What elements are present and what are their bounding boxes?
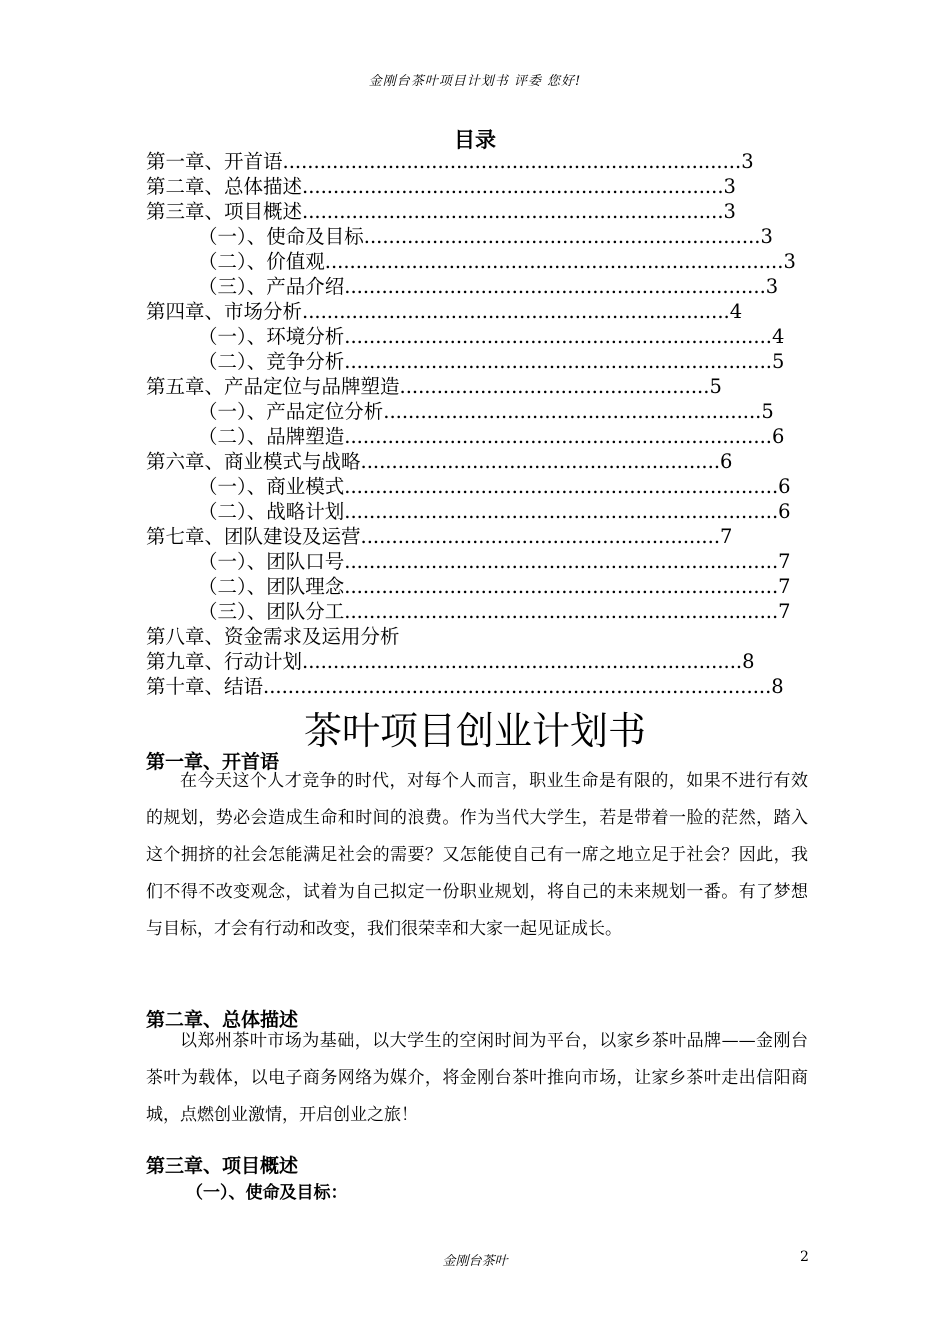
chapter3-heading: 第三章、项目概述 xyxy=(146,1155,299,1177)
toc-page-number: 5 xyxy=(709,375,722,398)
toc-page-number: 6 xyxy=(720,450,733,473)
toc-page-number: 4 xyxy=(729,300,743,323)
toc-entry-label: 第六章、商业模式与战略 xyxy=(146,450,361,473)
toc-page-number: 3 xyxy=(741,150,754,173)
toc-leader-dots: .................................................................................. xyxy=(263,675,772,698)
toc-entry-label: （二）、价值观 xyxy=(198,250,325,273)
toc-entry[interactable] xyxy=(146,174,766,199)
toc-entry[interactable] xyxy=(146,224,773,249)
toc-leader-dots: .................................................. xyxy=(399,375,710,398)
toc-entry-label: 第十章、结语 xyxy=(146,675,264,698)
page-header: 金刚台茶叶项目计划书 评委 您好! xyxy=(368,74,582,89)
toc-entry[interactable] xyxy=(146,574,791,599)
toc-entry-label: （三）、产品介绍 xyxy=(198,275,345,298)
toc-page-number: 8 xyxy=(771,675,784,698)
toc-entry-label: （二）、战略计划 xyxy=(198,500,345,523)
toc-page-number: 6 xyxy=(778,475,791,498)
toc-entry-label: 第七章、团队建设及运营 xyxy=(146,525,361,548)
toc-leader-dots: .......................................................... xyxy=(360,525,721,548)
toc-entry[interactable] xyxy=(146,274,779,299)
toc-entry-label: 第二章、总体描述 xyxy=(146,175,303,198)
toc-leader-dots: ..................................................................... xyxy=(344,325,772,348)
toc-entry[interactable] xyxy=(146,349,785,374)
toc-page-number: 4 xyxy=(771,325,785,348)
toc-entry[interactable] xyxy=(146,249,796,274)
chapter2-body: 以郑州茶叶市场为基础，以大学生的空闲时间为平台，以家乡茶叶品牌——金刚台茶叶为载体，以电子商务网络为媒介，将金刚台茶叶推向市场，让家乡茶叶走出信阳商城，点燃创业激情，开启创业之旅！ xyxy=(146,1031,808,1125)
toc-entry[interactable] xyxy=(146,474,791,499)
toc-entry[interactable] xyxy=(146,149,766,174)
toc-leader-dots: ...................................................................... xyxy=(344,475,779,498)
toc-page-number: 7 xyxy=(720,525,733,548)
toc-entry-label: 第九章、行动计划 xyxy=(146,650,303,673)
toc-entry-label: （一）、商业模式 xyxy=(198,475,345,498)
toc-entry-label: （一）、环境分析 xyxy=(198,325,345,348)
toc-entry-label: 第四章、市场分析 xyxy=(146,300,303,323)
toc-page-number: 7 xyxy=(778,550,791,573)
toc-leader-dots: ...................................................................... xyxy=(344,600,779,623)
toc-entry[interactable] xyxy=(146,399,774,424)
page-footer: 金刚台茶叶 xyxy=(442,1254,508,1269)
table-of-contents xyxy=(146,149,796,699)
toc-entry[interactable] xyxy=(146,524,766,549)
toc-entry[interactable] xyxy=(146,499,791,524)
toc-entry[interactable] xyxy=(146,649,766,674)
document-title: 茶叶项目创业计划书 xyxy=(303,709,646,753)
chapter3-sub1-heading: （一）、使命及目标： xyxy=(186,1183,348,1203)
toc-entry-label: （二）、团队理念 xyxy=(198,575,345,598)
toc-entry[interactable] xyxy=(146,299,766,324)
toc-entry[interactable] xyxy=(146,624,766,649)
toc-page-number: 3 xyxy=(723,200,736,223)
toc-leader-dots: ..................................................................... xyxy=(302,300,730,323)
toc-entry-label: （二）、竞争分析 xyxy=(198,350,345,373)
toc-leader-dots: .......................................................... xyxy=(360,450,721,473)
toc-page-number: 7 xyxy=(778,575,791,598)
toc-leader-dots: .................................................................... xyxy=(344,275,766,298)
toc-entry-label: 第五章、产品定位与品牌塑造 xyxy=(146,375,400,398)
toc-entry[interactable] xyxy=(146,374,766,399)
toc-page-number: 7 xyxy=(778,600,791,623)
toc-entry[interactable] xyxy=(146,599,791,624)
toc-entry-label: （二）、品牌塑造 xyxy=(198,425,345,448)
toc-entry-label: 第八章、资金需求及运用分析 xyxy=(146,625,400,648)
toc-page-number: 3 xyxy=(723,175,736,198)
toc-entry-label: （一）、团队口号 xyxy=(198,550,345,573)
toc-page-number: 5 xyxy=(761,400,774,423)
toc-page-number: 6 xyxy=(771,425,785,448)
toc-page-number: 3 xyxy=(760,225,773,248)
toc-entry-label: （一）、产品定位分析 xyxy=(198,400,384,423)
toc-page-number: 5 xyxy=(771,350,785,373)
toc-page-number: 8 xyxy=(742,650,755,673)
toc-entry-label: 第一章、开首语 xyxy=(146,150,283,173)
toc-leader-dots: ................................................................ xyxy=(363,225,761,248)
toc-entry[interactable] xyxy=(146,549,791,574)
page-number: 2 xyxy=(800,1249,809,1265)
toc-entry[interactable] xyxy=(146,199,766,224)
toc-leader-dots: ..................................................................... xyxy=(344,425,772,448)
toc-entry-label: 第三章、项目概述 xyxy=(146,200,303,223)
toc-leader-dots: ....................................................................... xyxy=(302,650,743,673)
toc-leader-dots: ............................................................. xyxy=(383,400,762,423)
toc-leader-dots: .................................................................... xyxy=(302,200,724,223)
chapter2-heading: 第二章、总体描述 xyxy=(146,1009,299,1031)
toc-entry[interactable] xyxy=(146,674,784,699)
toc-entry[interactable] xyxy=(146,324,785,349)
toc-leader-dots: ..................................................................... xyxy=(344,350,772,373)
chapter1-body: 在今天这个人才竞争的时代，对每个人而言，职业生命是有限的，如果不进行有效的规划，势必会造成生命和时间的浪费。作为当代大学生，若是带着一脸的茫然，踏入这个拥挤的社会怎能满足社会的需要？又怎能使自己有一席之地立足于社会？因此，我们不得不改变观念，试着为自己拟定一份职业规划，将自己的未来规划一番。有了梦想与目标，才会有行动和改变，我们很荣幸和大家一起见证成长。 xyxy=(146,771,808,939)
toc-entry-label: （一）、使命及目标 xyxy=(198,225,364,248)
toc-leader-dots: ...................................................................... xyxy=(344,500,779,523)
toc-entry-label: （三）、团队分工 xyxy=(198,600,345,623)
toc-entry[interactable] xyxy=(146,424,785,449)
chapter1-heading: 第一章、开首语 xyxy=(146,751,280,773)
toc-leader-dots: .......................................................................... xyxy=(282,150,742,173)
toc-title: 目录 xyxy=(454,128,496,152)
toc-entry[interactable] xyxy=(146,449,766,474)
toc-leader-dots: .......................................................................... xyxy=(324,250,784,273)
toc-leader-dots: ...................................................................... xyxy=(344,575,779,598)
toc-leader-dots: .................................................................... xyxy=(302,175,724,198)
toc-page-number: 3 xyxy=(783,250,796,273)
toc-leader-dots: ...................................................................... xyxy=(344,550,779,573)
toc-page-number: 3 xyxy=(765,275,779,298)
toc-page-number: 6 xyxy=(778,500,791,523)
